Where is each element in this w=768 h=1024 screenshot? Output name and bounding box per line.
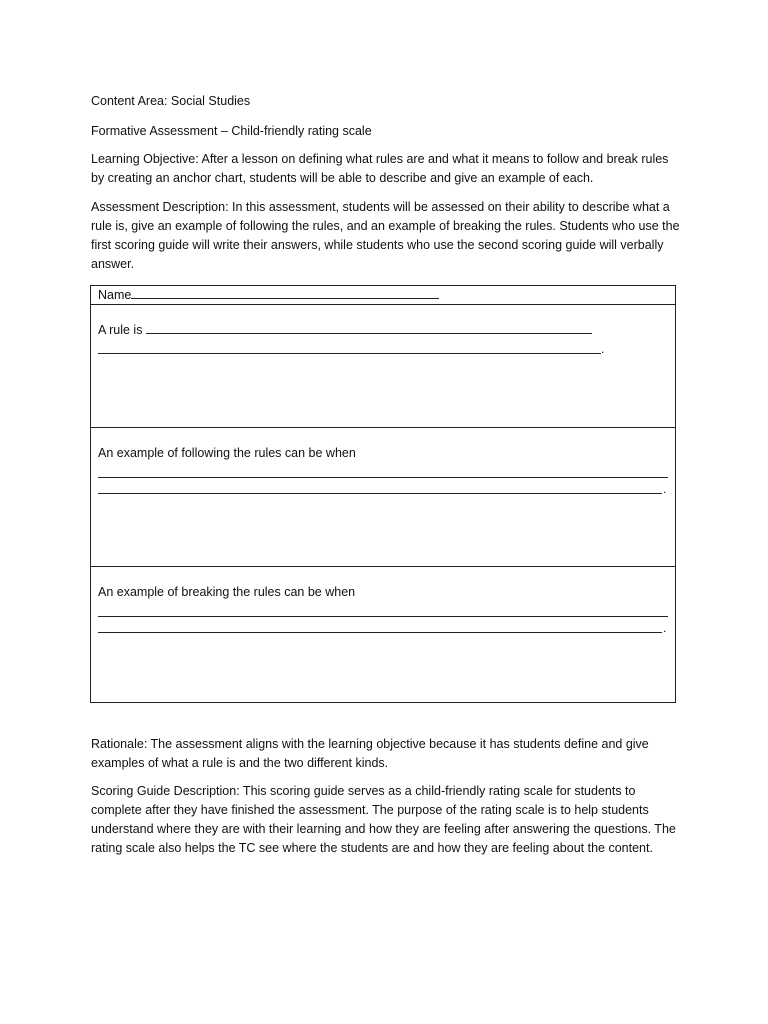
scoring-guide-description: Scoring Guide Description: This scoring guide serves as a child-friendly rating scale for students to complete after they have finished the assessment. The purpose of the rating scale is to help students understand where they are with their learning and how they are feeling after answering the questions. The rating scale also helps the TC see where the students are and how they are feeling about the content. xyxy=(91,784,676,855)
name-blank-line xyxy=(131,286,439,299)
name-label: Name xyxy=(98,288,132,302)
rule-definition-section xyxy=(91,304,675,427)
break-line-end: . xyxy=(663,621,667,635)
follow-line-end: . xyxy=(663,482,667,496)
following-rules-section xyxy=(91,427,675,566)
breaking-rules-section xyxy=(91,566,675,703)
break-prompt: An example of breaking the rules can be when xyxy=(98,585,356,599)
rule-prompt-line xyxy=(98,321,592,339)
name-field xyxy=(98,286,439,304)
learning-objective: Learning Objective: After a lesson on defining what rules are and what it means to follow and break rules by creating an anchor chart, students will be able to describe and give an example of each. xyxy=(91,152,669,185)
content-area-line: Content Area: Social Studies xyxy=(91,94,251,108)
assessment-description: Assessment Description: In this assessment, students will be assessed on their ability to describe what a rule is, give an example of following the rules, and an example of breaking the rules. Students who use the first scoring guide will write their answers, while students who use the second scoring guide will verbally answer. xyxy=(91,200,680,271)
rule-line-end: . xyxy=(601,342,605,356)
rule-prompt: A rule is xyxy=(98,323,143,337)
assessment-worksheet xyxy=(90,285,676,703)
rule-answer-line-1 xyxy=(146,321,592,334)
break-answer-line-2 xyxy=(98,632,662,633)
rule-answer-line-2 xyxy=(98,353,601,354)
follow-answer-line-1 xyxy=(98,477,668,478)
break-answer-line-1 xyxy=(98,616,668,617)
follow-answer-line-2 xyxy=(98,493,662,494)
name-row xyxy=(91,286,675,304)
rationale: Rationale: The assessment aligns with the learning objective because it has students define and give examples of what a rule is and the two different kinds. xyxy=(91,737,649,770)
assessment-title: Formative Assessment – Child-friendly rating scale xyxy=(91,124,372,138)
follow-prompt: An example of following the rules can be when xyxy=(98,446,356,460)
